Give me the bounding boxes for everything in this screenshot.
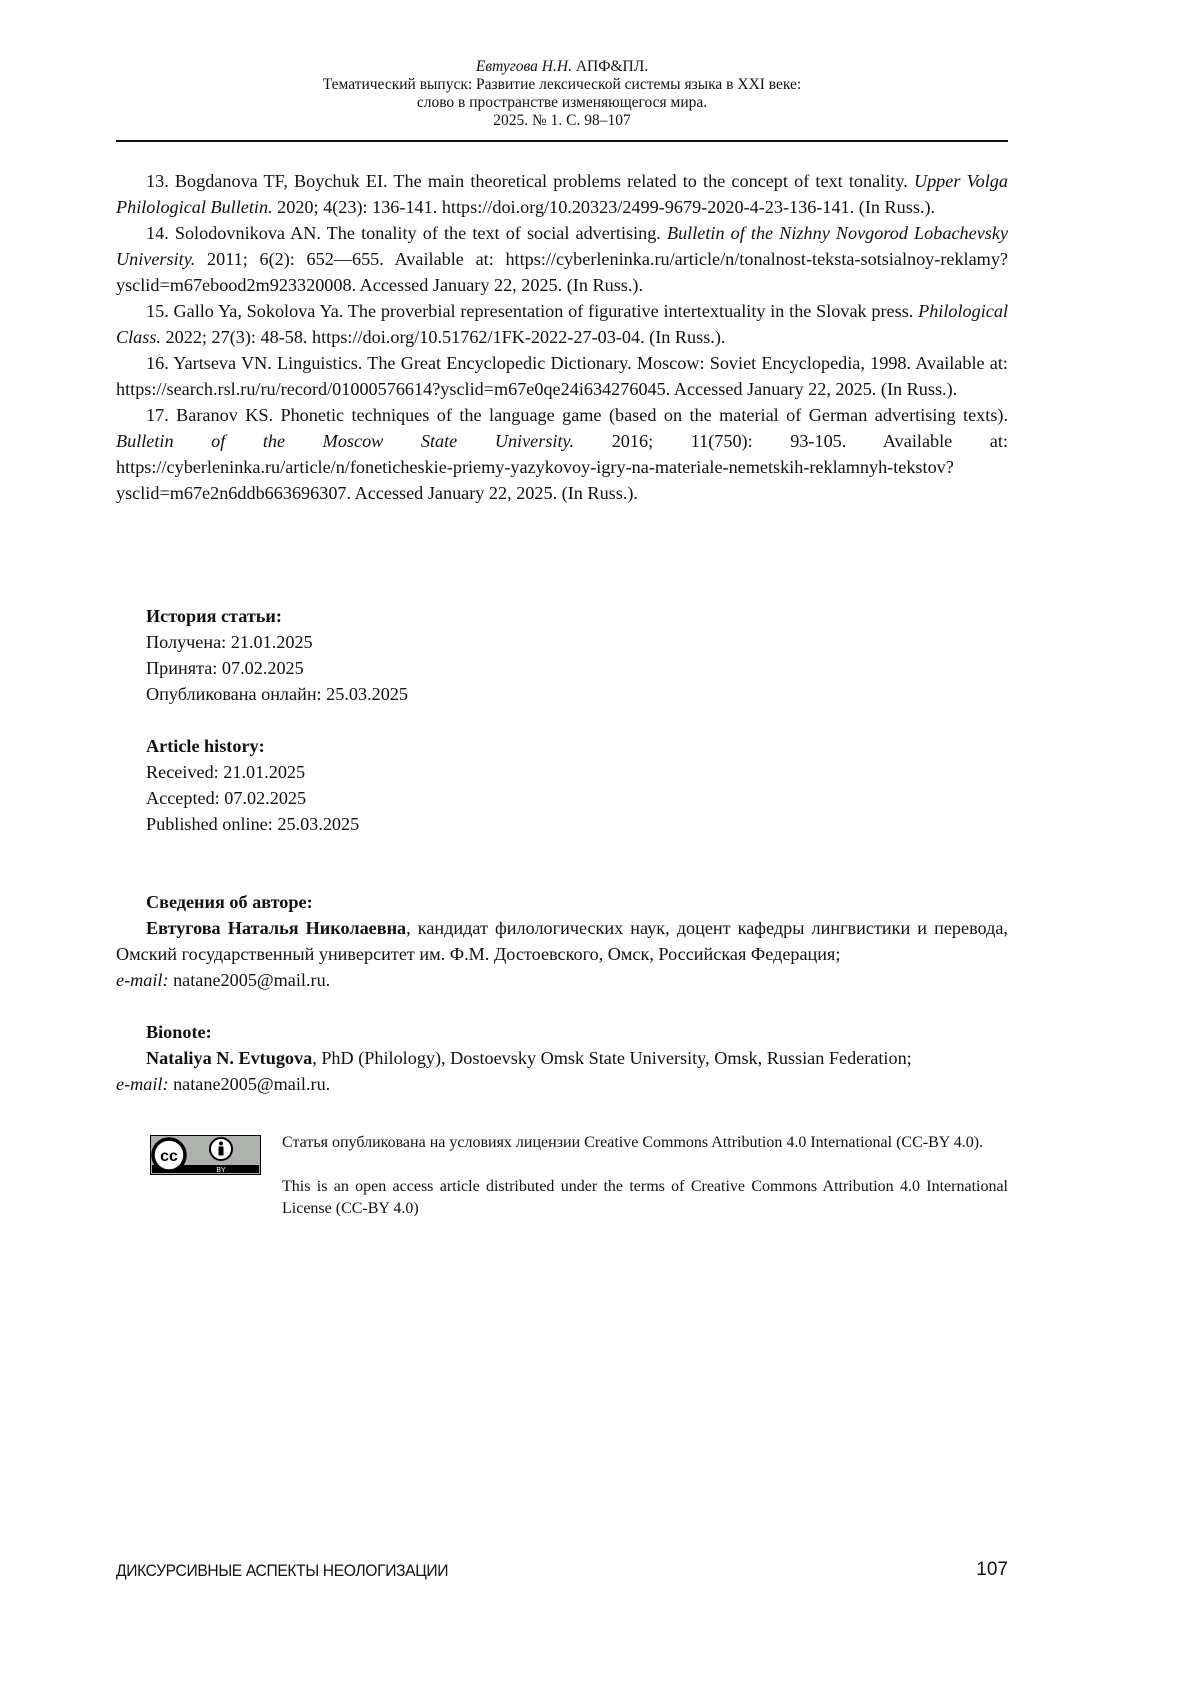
- running-head: [116, 58, 1008, 130]
- license-text-en: This is an open access article distributed under the terms of Creative Commons Attribution 4.0 International License (CC-BY 4.0): [282, 1178, 1008, 1217]
- author-ru-name: Евтугова Наталья Николаевна: [146, 918, 407, 938]
- author-ru-heading: Сведения об авторе:: [146, 892, 313, 912]
- cc-by-label: BY: [216, 1167, 226, 1174]
- running-head-line4: 2025. № 1. С. 98–107: [493, 112, 631, 129]
- article-history-ru: [116, 603, 1008, 707]
- author-ru-details: Евтугова Наталья Николаевна, кандидат филологических наук, доцент кафедры лингвистики и перевода, Омский государственный университет им. Ф.М. Достоевского, Омск, Российская Федерация;: [116, 918, 1008, 964]
- author-en-email: e-mail: natane2005@mail.ru.: [116, 1074, 331, 1094]
- history-en-heading: Article history:: [146, 736, 265, 756]
- author-ru-email: e-mail: natane2005@mail.ru.: [116, 970, 331, 990]
- history-en-received: Received: 21.01.2025: [146, 762, 306, 782]
- license-text-ru: Статья опубликована на условиях лицензии Creative Commons Attribution 4.0 International (CC-BY 4.0).: [282, 1134, 984, 1151]
- history-ru-published: Опубликована онлайн: 25.03.2025: [146, 684, 408, 704]
- running-head-line1: [116, 58, 1008, 76]
- history-ru-heading: История статьи:: [146, 606, 282, 626]
- author-en-details: Nataliya N. Evtugova, PhD (Philology), Dostoevsky Omsk State University, Omsk, Russian Federation;: [146, 1048, 912, 1068]
- reference-item: 13. Bogdanova TF, Boychuk EI. The main theoretical problems related to the concept of text tonality. Upper Volga Philological Bulletin. 2020; 4(23): 136-141. https://doi.org/10.20323/2499-9679-2020-4-23-136-141. (In Russ.).: [116, 171, 1008, 217]
- running-head-author: Евтугова Н.Н.: [475, 58, 572, 75]
- reference-item: 17. Baranov KS. Phonetic techniques of the language game (based on the material of German advertising texts). Bulletin of the Moscow State University. 2016; 11(750): 93-105. Available at: https://cyberleninka.ru/article/n/foneticheskie-priemy-yazykovoy-igry-na-materiale-nemetskih-reklamnyh-tekstov?ysclid=m67e2n6ddb663696307. Accessed January 22, 2025. (In Russ.).: [116, 405, 1008, 503]
- article-history-en: [116, 733, 1008, 837]
- history-ru-received: Получена: 21.01.2025: [146, 632, 313, 652]
- history-en-published: Published online: 25.03.2025: [146, 814, 360, 834]
- reference-list: [116, 168, 1008, 506]
- reference-item: 16. Yartseva VN. Linguistics. The Great Encyclopedic Dictionary. Moscow: Soviet Encyclopedia, 1998. Available at: https://search.rsl.ru/ru/record/01000576614?ysclid=m67e0qe24i634276045. Accessed January 22, 2025. (In Russ.).: [116, 353, 1008, 399]
- footer-section-title: ДИКСУРСИВНЫЕ АСПЕКТЫ НЕОЛОГИЗАЦИИ: [116, 1561, 449, 1580]
- page-number: 107: [976, 1559, 1008, 1580]
- header-rule: [116, 140, 1008, 142]
- author-en-heading: Bionote:: [146, 1022, 212, 1042]
- author-en-name: Nataliya N. Evtugova: [146, 1048, 313, 1068]
- svg-text:cc: cc: [160, 1148, 178, 1165]
- running-head-line2: Тематический выпуск: Развитие лексической системы языка в XXI веке:: [322, 76, 802, 93]
- author-info-en: [116, 1019, 1008, 1097]
- history-en-accepted: Accepted: 07.02.2025: [146, 788, 307, 808]
- cc-by-license-icon: [150, 1135, 261, 1175]
- license-block: [150, 1132, 1008, 1252]
- running-head-journal: АПФ&ПЛ.: [575, 58, 649, 75]
- license-text: [282, 1132, 1008, 1242]
- author-info-ru: [116, 889, 1008, 993]
- running-head-line3: слово в пространстве изменяющегося мира.: [416, 94, 708, 111]
- reference-item: 14. Solodovnikova AN. The tonality of the text of social advertising. Bulletin of the Nizhny Novgorod Lobachevsky University. 2011; 6(2): 652—655. Available at: https://cyberleninka.ru/article/n/tonalnost-teksta-sotsialnoy-reklamy?ysclid=m67ebood2m923320008. Accessed January 22, 2025. (In Russ.).: [116, 223, 1008, 295]
- reference-item: 15. Gallo Ya, Sokolova Ya. The proverbial representation of figurative intertextuality in the Slovak press. Philological Class. 2022; 27(3): 48-58. https://doi.org/10.51762/1FK-2022-27-03-04. (In Russ.).: [116, 301, 1008, 347]
- history-ru-accepted: Принята: 07.02.2025: [146, 658, 304, 678]
